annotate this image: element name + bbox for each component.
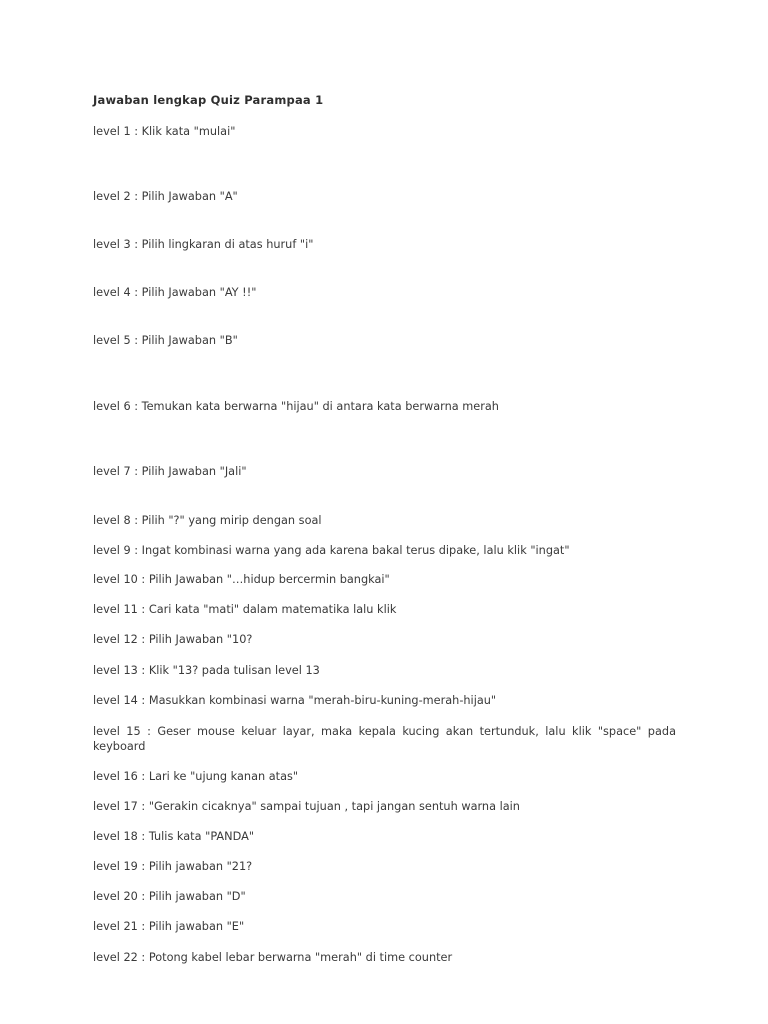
answer-line-level-4: level 4 : Pilih Jawaban "AY !!" (93, 286, 257, 299)
answer-line-level-14: level 14 : Masukkan kombinasi warna "merah-biru-kuning-merah-hijau" (93, 694, 497, 707)
answer-line-level-7: level 7 : Pilih Jawaban "Jali" (93, 465, 247, 478)
answer-line-level-18: level 18 : Tulis kata "PANDA" (93, 830, 255, 843)
answer-line-level-19: level 19 : Pilih jawaban "21? (93, 860, 253, 873)
answer-line-level-10: level 10 : Pilih Jawaban "…hidup bercermin bangkai" (93, 573, 390, 586)
answer-line-level-20: level 20 : Pilih jawaban "D" (93, 890, 246, 903)
answer-line-level-21: level 21 : Pilih jawaban "E" (93, 920, 245, 933)
answer-line-level-2: level 2 : Pilih Jawaban "A" (93, 190, 238, 203)
answer-line-level-8: level 8 : Pilih "?" yang mirip dengan soal (93, 514, 322, 527)
answer-line-level-3: level 3 : Pilih lingkaran di atas huruf "i" (93, 238, 314, 251)
answer-line-level-13: level 13 : Klik "13? pada tulisan level 13 (93, 664, 320, 677)
answer-line-level-17: level 17 : "Gerakin cicaknya" sampai tujuan , tapi jangan sentuh warna lain (93, 800, 520, 813)
answer-line-level-15: level 15 : Geser mouse keluar layar, maka kepala kucing akan tertunduk, lalu klik "space" pada keyboard (93, 725, 676, 753)
answer-line-level-11: level 11 : Cari kata "mati" dalam matematika lalu klik (93, 603, 397, 616)
document-title: Jawaban lengkap Quiz Parampaa 1 (93, 93, 324, 107)
answer-line-level-12: level 12 : Pilih Jawaban "10? (93, 633, 253, 646)
answer-line-level-1: level 1 : Klik kata "mulai" (93, 125, 236, 138)
answer-line-level-9: level 9 : Ingat kombinasi warna yang ada karena bakal terus dipake, lalu klik "ingat" (93, 544, 570, 557)
answer-line-level-6: level 6 : Temukan kata berwarna "hijau" di antara kata berwarna merah (93, 400, 499, 413)
answer-line-level-22: level 22 : Potong kabel lebar berwarna "merah" di time counter (93, 951, 453, 964)
answer-line-level-16: level 16 : Lari ke "ujung kanan atas" (93, 770, 299, 783)
answer-line-level-5: level 5 : Pilih Jawaban "B" (93, 334, 238, 347)
